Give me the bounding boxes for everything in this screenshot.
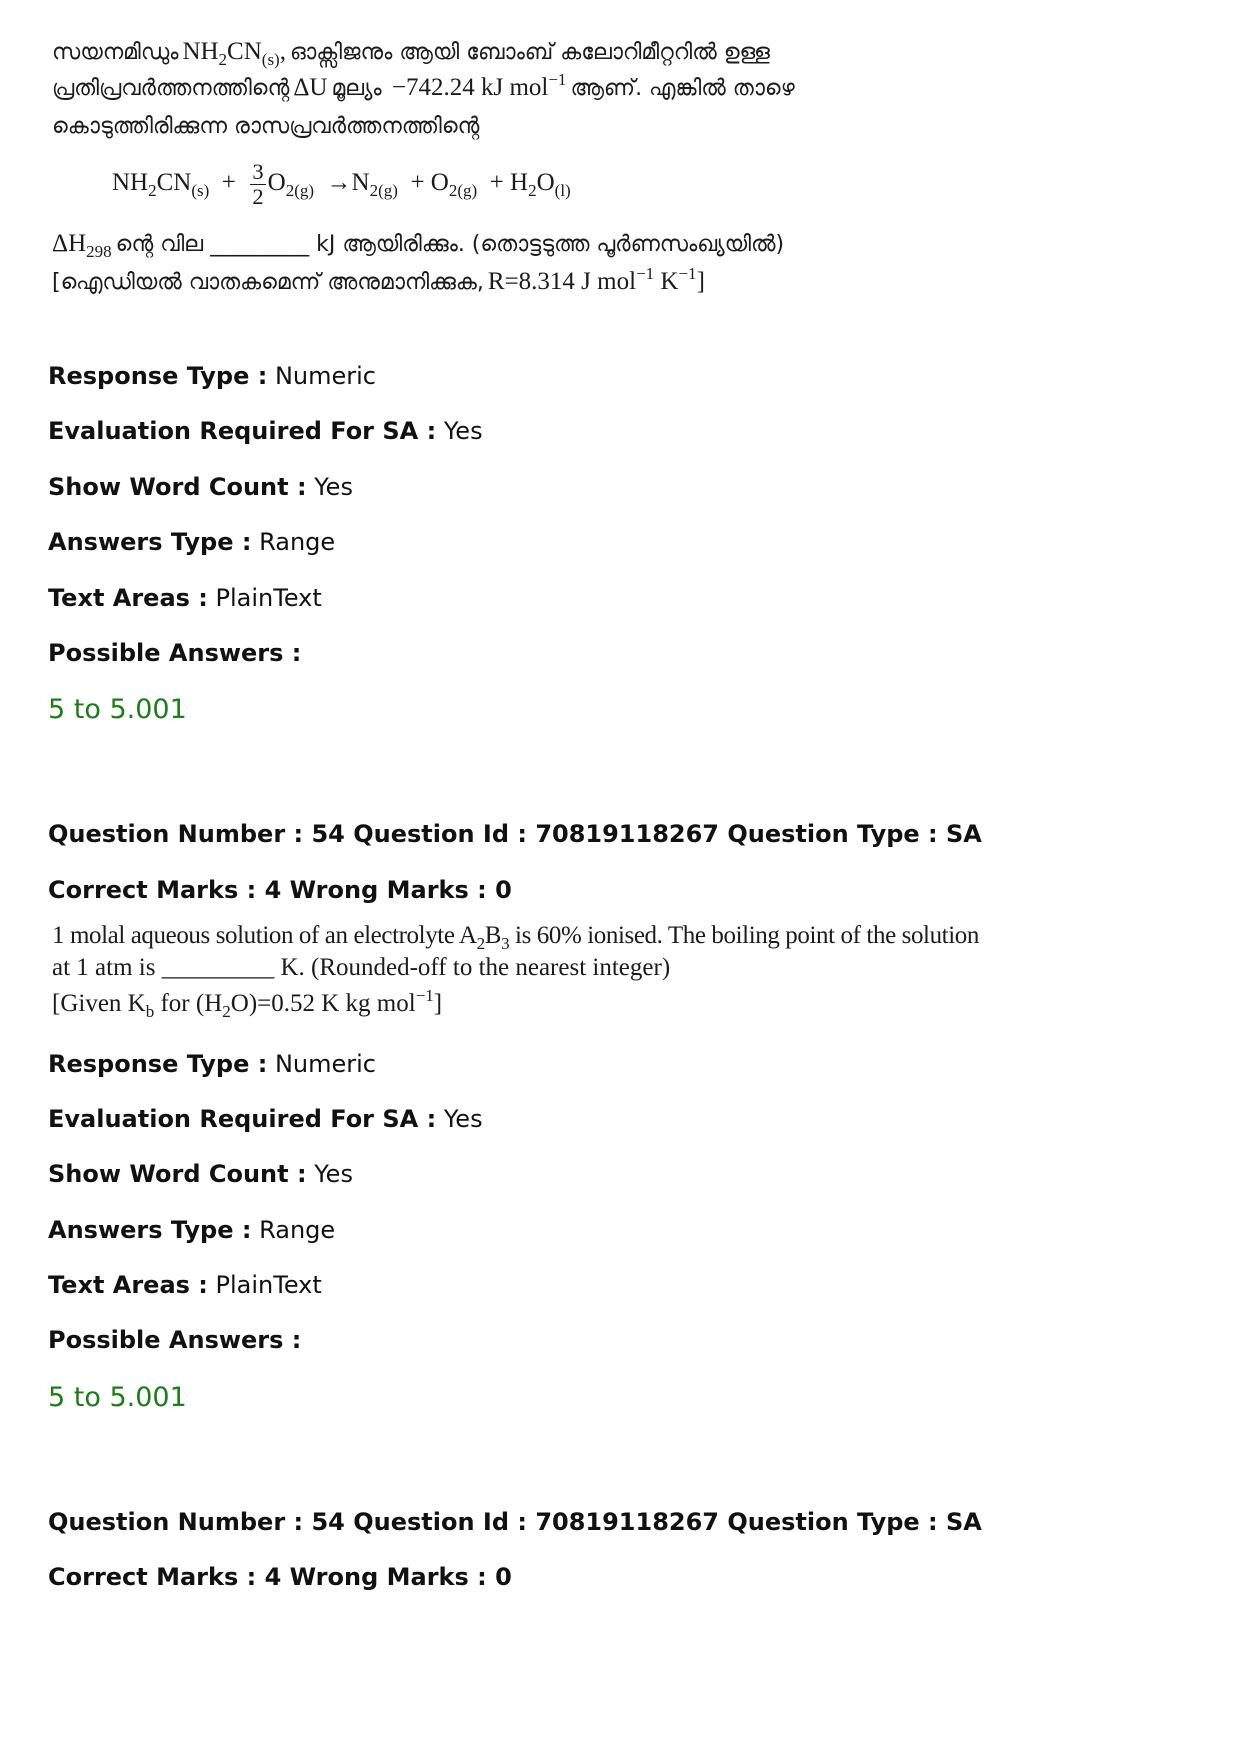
q2-answers-type: Answers Type : Range <box>48 1216 336 1244</box>
q1-line-1: സയനമിഡും $NH_2CN_{(s)}$, ഓക്സിജനും ആയി ബോംബ് കലോറിമീറ്ററിൽ ഉള്ള <box>52 38 770 69</box>
q2-response-type: Response Type : Numeric <box>48 1050 376 1078</box>
q2-header: Question Number : 54 Question Id : 70819118267 Question Type : SA <box>48 820 982 848</box>
q2-text-areas: Text Areas : PlainText <box>48 1271 322 1299</box>
q1-evaluation-required: Evaluation Required For SA : Yes <box>48 417 483 445</box>
q2-evaluation-required: Evaluation Required For SA : Yes <box>48 1105 483 1133</box>
q2-line-2: at 1 atm is _________ K. (Rounded-off to the nearest integer) <box>52 954 671 981</box>
q1-possible-answer: 5 to 5.001 <box>48 694 187 725</box>
question-image-english <box>52 922 979 1032</box>
q2-marks: Correct Marks : 4 Wrong Marks : 0 <box>48 876 512 904</box>
q3-header: Question Number : 54 Question Id : 70819118267 Question Type : SA <box>48 1508 982 1536</box>
q1-answers-type: Answers Type : Range <box>48 528 336 556</box>
q2-show-word-count: Show Word Count : Yes <box>48 1160 353 1188</box>
q1-show-word-count: Show Word Count : Yes <box>48 473 353 501</box>
q1-response-type: Response Type : Numeric <box>48 362 376 390</box>
q2-line-1: 1 molal aqueous solution of an electrolyte $A_2B_3$ is 60% ionised. The boiling point of the solution <box>52 922 979 953</box>
fraction-three-halves: $\frac{3}{2}$ <box>252 159 264 209</box>
q1-line-4: $\Delta H_{298}$ ന്റെ വില _________ kJ ആയിരിക്കും. (തൊട്ടടുത്ത പൂർണസംഖ്യയിൽ) <box>52 230 785 261</box>
q1-line-2: പ്രതിപ്രവർത്തനത്തിന്റെ ΔU മൂല്യം −742.24 kJ mol$^{-1}$ ആണ്. എങ്കിൽ താഴെ <box>52 69 795 101</box>
q2-possible-answers-label: Possible Answers : <box>48 1326 302 1354</box>
question-image-malayalam <box>52 34 952 334</box>
q1-text-areas: Text Areas : PlainText <box>48 584 322 612</box>
q1-line-5: [ഐഡിയൽ വാതകമെന്ന് അനുമാനിക്കുക, R=8.314 J mol$^{-1}$ $K^{-1}$] <box>52 263 705 295</box>
q2-line-3: [Given $K_b$ for $(H_2O)=0.52$ K kg mol$^{-1}$] <box>52 985 443 1021</box>
q3-marks: Correct Marks : 4 Wrong Marks : 0 <box>48 1563 512 1591</box>
q2-possible-answer: 5 to 5.001 <box>48 1382 187 1413</box>
q1-line-3: കൊടുത്തിരിക്കുന്ന രാസപ്രവർത്തനത്തിന്റെ <box>52 114 480 139</box>
chemical-equation: $NH_2CN_{(s)}$ + $\frac{3}{2}$ $O_{2(g)} \to N_{2(g)} + O_{2(g)} + H_2O_{(l)}$ <box>112 159 571 209</box>
q1-possible-answers-label: Possible Answers : <box>48 639 302 667</box>
